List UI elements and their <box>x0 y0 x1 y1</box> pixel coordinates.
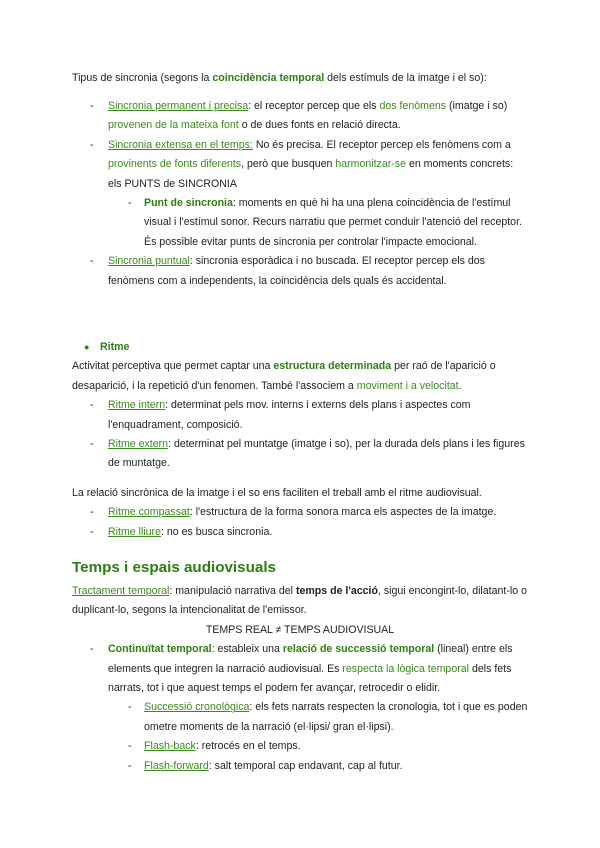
highlight-term: dos fenòmens <box>379 100 447 112</box>
text-run: (imatge i so) <box>446 100 508 112</box>
highlight-term: provenen de la mateixa font <box>108 119 239 132</box>
list-item <box>72 97 528 136</box>
dash-bullet: - <box>128 197 132 210</box>
dash-bullet: - <box>90 506 94 519</box>
sync-list <box>72 97 528 291</box>
text-run: : l'estructura de la forma sonora marca els aspectes de la imatge. <box>189 506 497 519</box>
sync-intro <box>72 69 528 88</box>
list-item <box>72 640 528 698</box>
term-link[interactable]: Tractament temporal <box>72 585 170 597</box>
highlight-term: relació de successió temporal <box>282 643 435 656</box>
text-run: : sincronia esporàdica i no buscada. El receptor percep els dos fenòmens com a independents, la coincidència dels quals és accidental. <box>108 255 485 287</box>
highlight-term: Continuïtat temporal <box>108 643 212 656</box>
section-heading: Temps i espais audiovisuals <box>72 559 276 576</box>
term-link[interactable]: Ritme intern <box>108 399 166 412</box>
text-run: : no es busca sincronia. <box>160 525 273 538</box>
dash-bullet: - <box>90 100 94 112</box>
highlight-term: respecta la lògica temporal <box>342 662 469 675</box>
text-run: : retrocés en el temps. <box>195 740 301 753</box>
term-link[interactable]: Flash-forward <box>144 759 209 772</box>
text-run: o de dues fonts en relació directa. <box>238 119 401 132</box>
dash-bullet: - <box>90 525 94 538</box>
text-run: No és precisa. El receptor percep els fenòmens com a <box>252 138 511 151</box>
text-run: : determinat pel muntatge (imatge i so), per la durada dels plans i les figures de muntatge. <box>108 438 525 470</box>
list-item <box>72 757 528 776</box>
ritme-relation: La relació sincrònica de la imatge i el so ens faciliten el treball amb el ritme audiovisual. <box>72 486 482 499</box>
bullet-icon: ● <box>84 342 90 352</box>
tractament-paragraph <box>72 582 528 621</box>
list-item <box>72 252 528 291</box>
highlight-term: Punt de sincronia <box>144 197 233 210</box>
text-run: en moments concrets: els PUNTS de SINCRONIA <box>108 158 514 190</box>
text-run: : moments en què hi ha una plena coincidència de l'estímul visual i l'estímul sonor. Recurs narratiu que permet conduir l'atenció del receptor. És possible evitar punts de sincronia per controlar l'impacte emocional. <box>144 197 522 248</box>
ritme-title-row <box>72 338 528 357</box>
term-link[interactable]: Ritme extern <box>108 438 169 451</box>
text-run: Activitat perceptiva que permet captar una <box>72 360 274 373</box>
term-link[interactable]: Ritme compassat <box>108 506 190 519</box>
text-run: dels fets narrats, tot i que aquest temps el podem fer avançar, retrocedir o elidir. <box>108 662 512 695</box>
text-run: : el receptor percep que els <box>248 100 380 112</box>
dash-bullet: - <box>90 438 94 451</box>
text-run: per raó de l'aparició o desaparició, i la repetició d'un fenomen. També l'associem a <box>72 360 496 392</box>
term-link[interactable]: Sincronia puntual <box>108 255 190 268</box>
highlight-term: moviment i a velocitat <box>356 379 459 392</box>
term-link[interactable]: Ritme lliure <box>108 525 161 538</box>
list-item <box>72 136 528 194</box>
highlight-term: estructura determinada <box>273 360 392 373</box>
temps-heading-block <box>72 558 528 578</box>
term-link[interactable]: Flash-back <box>144 740 196 753</box>
ritme-description <box>72 357 528 396</box>
dash-bullet: - <box>128 759 132 772</box>
text-run: Tipus de sincronia (segons la <box>72 72 213 84</box>
text-run: : determinat pels mov. interns i externs dels plans i aspectes com l'enquadrament, composició. <box>108 399 471 431</box>
highlight-term: harmonitzar-se <box>335 158 406 171</box>
text-run: dels estímuls de la imatge i el so): <box>324 72 487 84</box>
dash-bullet: - <box>90 643 94 656</box>
term-link[interactable]: Successió cronològica <box>144 701 250 714</box>
dash-bullet: - <box>128 701 132 714</box>
dash-bullet: - <box>90 138 94 151</box>
formula-line: TEMPS REAL ≠ TEMPS AUDIOVISUAL <box>205 623 395 636</box>
term-link[interactable]: Sincronia permanent i precisa <box>108 100 249 112</box>
list-item <box>72 523 528 542</box>
list-item <box>72 435 528 474</box>
list-item <box>72 737 528 756</box>
text-run: : estableix una <box>211 643 283 656</box>
text-run: , sigui encongint-lo, dilatant-lo o duplicant-lo, segons la intencionalitat de l'emissor. <box>72 585 527 617</box>
list-item <box>72 698 528 737</box>
list-item <box>72 396 528 435</box>
dash-bullet: - <box>128 740 132 753</box>
text-run: (lineal) entre els elements que integren la narració audiovisual. Es <box>108 643 513 675</box>
text-run: : salt temporal cap endavant, cap al futur. <box>208 759 403 772</box>
highlight-term: coincidència temporal <box>212 72 325 84</box>
term-link[interactable]: Sincronia extensa en el temps: <box>108 138 253 151</box>
section-title: Ritme <box>100 341 130 353</box>
temps-section <box>72 582 528 776</box>
bold-term: temps de l'acció <box>295 585 378 597</box>
list-item <box>72 503 528 522</box>
text-run: : manipulació narrativa del <box>169 585 296 597</box>
sync-intro-text <box>72 69 528 88</box>
dash-bullet: - <box>90 255 94 268</box>
dash-bullet: - <box>90 399 94 412</box>
highlight-term: provinents de fonts diferents <box>108 158 242 171</box>
list-item <box>72 194 528 252</box>
text-run: : els fets narrats respecten la cronologia, tot i que es poden ometre moments de la narració (el·lipsi/ gran el·lipsi). <box>144 701 528 733</box>
text-run: . <box>458 379 462 392</box>
ritme-section <box>72 338 528 542</box>
text-run: , però que busquen <box>241 158 336 171</box>
